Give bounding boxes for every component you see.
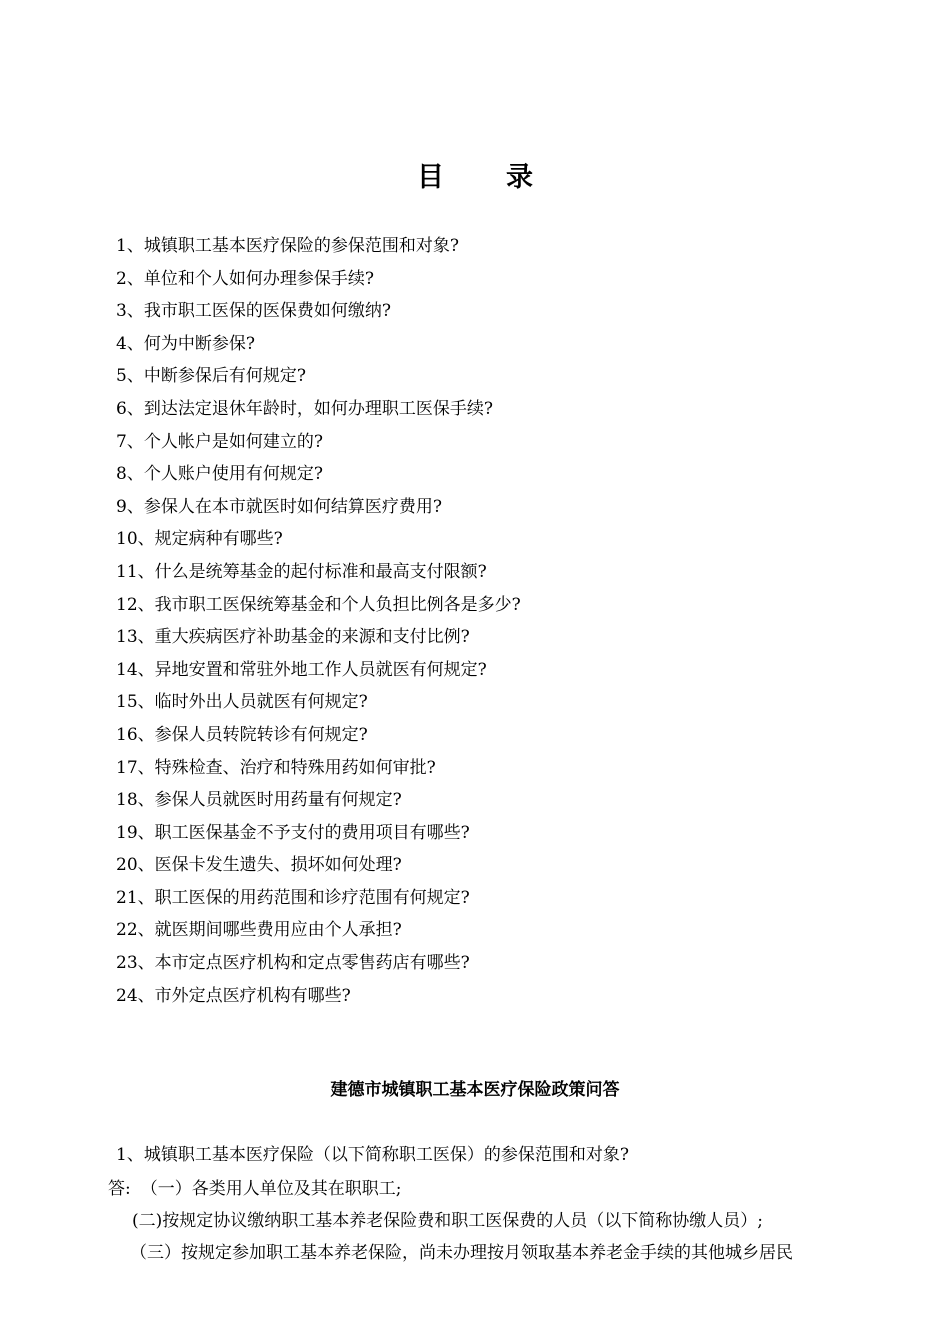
toc-item[interactable]: 20、医保卡发生遗失、损坏如何处理? — [116, 855, 402, 876]
toc-item[interactable]: 11、什么是统筹基金的起付标准和最高支付限额? — [116, 561, 487, 582]
answer-line-3: （三）按规定参加职工基本养老保险，尚未办理按月领取基本养老金手续的其他城乡居民 — [130, 1243, 793, 1263]
toc-item[interactable]: 14、异地安置和常驻外地工作人员就医有何规定? — [116, 659, 487, 680]
question-1: 1、城镇职工基本医疗保险（以下简称职工医保）的参保范围和对象? — [116, 1145, 629, 1165]
toc-item[interactable]: 18、参保人员就医时用药量有何规定? — [116, 790, 402, 811]
toc-item[interactable]: 22、就医期间哪些费用应由个人承担? — [116, 920, 402, 941]
toc-item[interactable]: 6、到达法定退休年龄时，如何办理职工医保手续? — [116, 398, 493, 419]
toc-item[interactable]: 13、重大疾病医疗补助基金的来源和支付比例? — [116, 627, 470, 648]
answer-text-1: （一）各类用人单位及其在职职工; — [140, 1179, 402, 1199]
toc-item[interactable]: 23、本市定点医疗机构和定点零售药店有哪些? — [116, 953, 470, 974]
toc-item[interactable]: 15、临时外出人员就医有何规定? — [116, 692, 368, 713]
toc-item[interactable]: 1、城镇职工基本医疗保险的参保范围和对象? — [116, 236, 459, 256]
toc-item[interactable]: 2、单位和个人如何办理参保手续? — [116, 268, 374, 289]
toc-item[interactable]: 3、我市职工医保的医保费如何缴纳? — [116, 301, 391, 322]
toc-item[interactable]: 9、参保人在本市就医时如何结算医疗费用? — [116, 496, 442, 517]
answer-line-1 — [108, 1176, 401, 1202]
toc-list — [116, 230, 521, 1012]
toc-item[interactable]: 12、我市职工医保统筹基金和个人负担比例各是多少? — [116, 594, 521, 615]
toc-item[interactable]: 5、中断参保后有何规定? — [116, 366, 306, 387]
toc-item[interactable]: 19、职工医保基金不予支付的费用项目有哪些? — [116, 822, 470, 843]
section-title: 建德市城镇职工基本医疗保险政策问答 — [330, 1080, 620, 1100]
toc-item[interactable]: 7、个人帐户是如何建立的? — [116, 431, 323, 452]
toc-item[interactable]: 21、职工医保的用药范围和诊疗范围有何规定? — [116, 887, 470, 908]
toc-item[interactable]: 4、何为中断参保? — [116, 333, 255, 354]
answer-label: 答: — [108, 1179, 131, 1199]
toc-item[interactable]: 10、规定病种有哪些? — [116, 529, 283, 550]
toc-item[interactable]: 8、个人账户使用有何规定? — [116, 464, 323, 485]
toc-item[interactable]: 16、参保人员转院转诊有何规定? — [116, 724, 368, 745]
answer-line-2: (二)按规定协议缴纳职工基本养老保险费和职工医保费的人员（以下简称协缴人员）; — [132, 1211, 763, 1231]
toc-item[interactable]: 17、特殊检查、治疗和特殊用药如何审批? — [116, 757, 436, 778]
toc-item[interactable]: 24、市外定点医疗机构有哪些? — [116, 985, 351, 1006]
toc-title: 目录 — [417, 162, 595, 193]
